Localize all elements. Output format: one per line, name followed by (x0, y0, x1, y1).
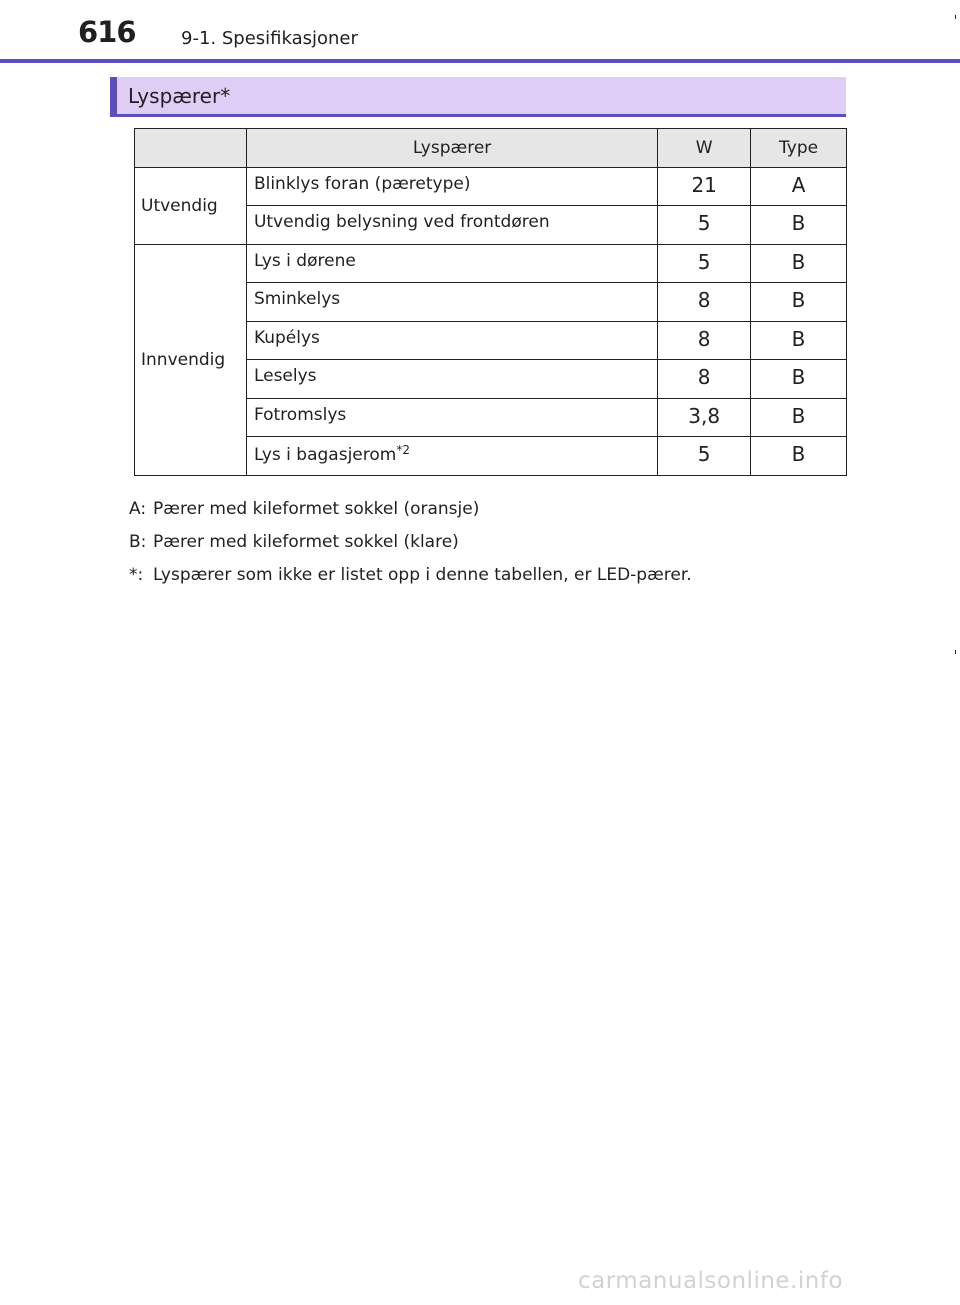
bulb-name-cell (246, 167, 657, 206)
bulb-name-cell (246, 360, 657, 399)
note-b (129, 532, 692, 565)
bulb-name: Lys i bagasjerom (253, 445, 397, 465)
bulb-name: Fotromslys (253, 404, 347, 425)
bulb-name-cell (246, 283, 657, 322)
notes (129, 499, 692, 598)
watt-cell: 5 (658, 437, 751, 476)
note-asterisk (129, 565, 692, 598)
note-a (129, 499, 692, 532)
bulb-name-cell (246, 206, 657, 245)
note-key: A: (129, 499, 147, 519)
bulb-name: Kupélys (253, 327, 320, 348)
bulb-name: Leselys (253, 366, 317, 386)
group-label: Utvendig (135, 167, 247, 244)
footnote-marker: *2 (396, 443, 410, 457)
crop-mark (955, 15, 956, 19)
watt-cell: 5 (658, 206, 751, 245)
page-number: 616 (78, 15, 136, 49)
table-row (135, 167, 847, 206)
bulb-name: Utvendig belysning ved frontdøren (253, 212, 550, 232)
header-rule (0, 59, 960, 63)
column-header-type: Type (751, 129, 847, 168)
column-header-bulb: Lyspærer (246, 129, 657, 168)
section-heading-bar (110, 77, 846, 117)
bulb-name: Blinklys foran (pæretype) (253, 173, 471, 194)
type-cell: B (751, 206, 847, 245)
bulb-name-cell (246, 321, 657, 360)
bulb-table (134, 128, 847, 476)
note-text: Lyspærer som ikke er listet opp i denne tabellen, er LED-pærer. (153, 565, 692, 585)
watt-cell: 5 (658, 244, 751, 283)
table-row (135, 244, 847, 283)
section-title: Lyspærer* (128, 84, 231, 108)
watt-cell: 8 (658, 321, 751, 360)
bulb-name: Sminkelys (253, 289, 341, 309)
bulb-name-cell (246, 398, 657, 437)
bulb-name-cell (246, 244, 657, 283)
bulb-name: Lys i dørene (253, 250, 356, 271)
type-cell: B (751, 244, 847, 283)
watt-cell: 8 (658, 360, 751, 399)
group-label: Innvendig (135, 244, 247, 475)
type-cell: B (751, 283, 847, 322)
watt-cell: 8 (658, 283, 751, 322)
type-cell: B (751, 360, 847, 399)
watermark: carmanualsonline.info (578, 1268, 844, 1294)
crop-mark (955, 650, 956, 654)
section-accent (110, 77, 117, 114)
note-key: *: (129, 565, 144, 585)
chapter-heading: 9-1. Spesifikasjoner (181, 28, 358, 49)
type-cell: A (751, 167, 847, 206)
note-text: Pærer med kileformet sokkel (klare) (153, 532, 459, 552)
table-header-row (135, 129, 847, 168)
column-header-group (135, 129, 247, 168)
type-cell: B (751, 437, 847, 476)
watt-cell: 3,8 (658, 398, 751, 437)
type-cell: B (751, 398, 847, 437)
column-header-watt: W (658, 129, 751, 168)
watt-cell: 21 (658, 167, 751, 206)
type-cell: B (751, 321, 847, 360)
bulb-name-cell (246, 437, 657, 476)
note-key: B: (129, 532, 147, 552)
note-text: Pærer med kileformet sokkel (oransje) (153, 499, 480, 519)
